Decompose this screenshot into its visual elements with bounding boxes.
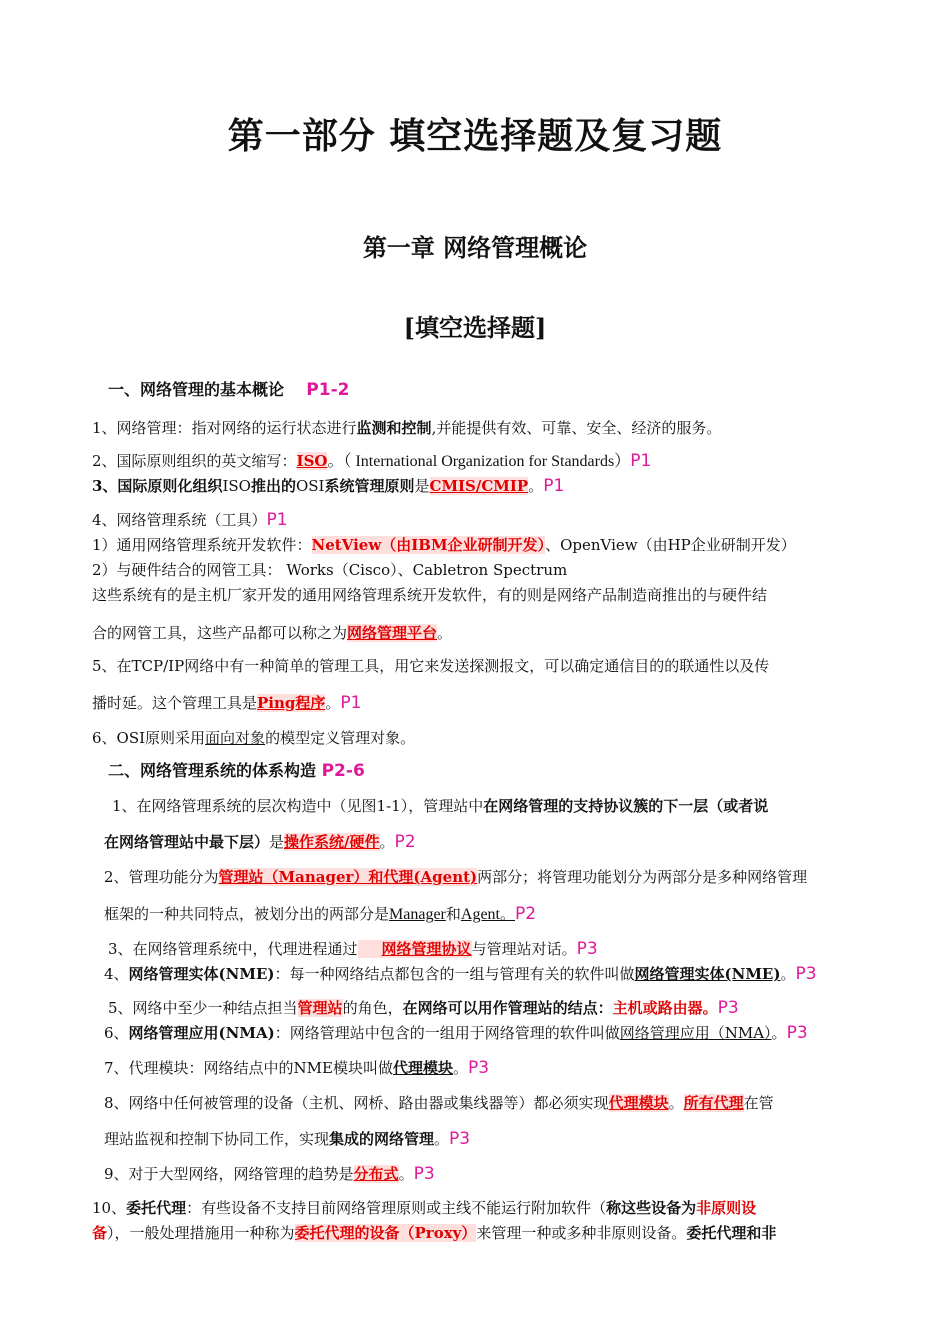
answer: CMIS/CMIP xyxy=(429,477,529,495)
text: 两部分；将管理功能划分为两部分是多种网络管理 xyxy=(477,868,808,886)
text: 6、OSI原则采用 xyxy=(92,729,206,747)
text: ：网络管理站中包含的一组用于网络管理的软件叫做 xyxy=(274,1024,620,1042)
text: 在网络管理的支持协议簇的下一层（或者说 xyxy=(483,797,769,815)
question-line xyxy=(104,1129,470,1149)
page-ref: P3 xyxy=(413,1164,435,1184)
question-line xyxy=(104,832,416,852)
section-heading-2 xyxy=(108,761,365,781)
question-line xyxy=(108,998,739,1018)
text: 6、 xyxy=(104,1024,129,1042)
text: 是 xyxy=(414,477,430,495)
answer: 操作系统/硬件 xyxy=(284,833,380,851)
question-line xyxy=(92,476,564,496)
section-heading-1 xyxy=(108,380,349,400)
answer: 委托代理的设备（Proxy） xyxy=(294,1224,477,1242)
answer: Agent xyxy=(460,906,500,923)
page-ref: P3 xyxy=(795,964,817,984)
text: ：有些设备不支持目前网络管理原则或主线不能运行附加软件（ xyxy=(186,1199,607,1217)
text: 的模型定义管理对象。 xyxy=(265,729,416,747)
text: 1、网络管理：指对网络的运行状态进行 xyxy=(92,419,357,437)
answer: 所有代理 xyxy=(683,1094,744,1112)
text: 3、在网络管理系统中，代理进程通过 xyxy=(108,940,358,958)
answer: 管理站（Manager）和代理(Agent) xyxy=(218,868,478,886)
text: 是 xyxy=(269,833,285,851)
text: 。 xyxy=(780,965,796,983)
text: 4、网络管理系统（工具） xyxy=(92,511,267,529)
page-ref: P1-2 xyxy=(306,380,350,400)
question-line xyxy=(112,796,768,816)
text: 。 xyxy=(668,1094,684,1112)
section-heading-text: 一、网络管理的基本概论 xyxy=(108,380,285,399)
text: 7、代理模块：网络结点中的NME模块叫做 xyxy=(104,1059,393,1077)
question-line xyxy=(108,939,598,959)
answer: 代理模块 xyxy=(392,1059,453,1077)
text: 委托代理和非 xyxy=(686,1224,777,1242)
page-ref: P3 xyxy=(576,939,598,959)
text: 合的网管工具，这些产品都可以称之为 xyxy=(92,624,348,642)
text: 。 xyxy=(325,694,341,712)
question-line xyxy=(104,904,536,925)
text: 。 xyxy=(379,833,395,851)
text: 1）通用网络管理系统开发软件： xyxy=(92,536,312,554)
text: 的角色， xyxy=(342,999,403,1017)
text: 。（ International Organization for Standards） xyxy=(327,453,631,470)
answer: 代理模块 xyxy=(608,1094,669,1112)
question-line xyxy=(92,656,769,676)
text: OSI xyxy=(295,477,325,495)
question-line xyxy=(92,535,796,555)
text: 网络管理应用(NMA) xyxy=(128,1024,275,1042)
question-line xyxy=(92,623,452,643)
question-line xyxy=(92,510,288,530)
answer: Manager xyxy=(389,906,446,923)
text: 委托代理 xyxy=(126,1199,187,1217)
text: 在网络可以用作管理站的结点： xyxy=(402,999,613,1017)
answer: 网络管理实体(NME) xyxy=(634,965,781,983)
question-line xyxy=(92,728,415,748)
answer: 非原则设 xyxy=(696,1199,757,1217)
question-line xyxy=(92,451,651,472)
page-ref: P1 xyxy=(266,510,288,530)
answer: 网络管理应用（NMA） xyxy=(619,1024,772,1042)
answer: 管理站 xyxy=(297,999,343,1017)
text: 5、在TCP/IP网络中有一种简单的管理工具，用它来发送探测报文，可以确定通信目的的联通性以及传 xyxy=(92,657,770,675)
answer: 主机或路由器 xyxy=(612,999,703,1017)
text: 5、网络中至少一种结点担当 xyxy=(108,999,298,1017)
question-line xyxy=(92,1223,776,1243)
answer: 面向对象 xyxy=(205,729,266,747)
page-ref: P2-6 xyxy=(321,761,365,781)
page-ref: P2 xyxy=(515,904,537,924)
question-line xyxy=(92,585,767,605)
answer: 监测和控制 xyxy=(356,419,432,437)
question-line xyxy=(92,560,567,580)
question-line xyxy=(104,1023,808,1043)
text: 框架的一种共同特点，被划分出的两部分是 xyxy=(104,905,390,923)
question-line xyxy=(104,1058,489,1078)
text: 3、国际原则化组织 xyxy=(92,477,223,495)
text: 和 xyxy=(445,905,461,923)
question-line xyxy=(104,867,807,887)
question-line xyxy=(104,964,817,984)
answer: 备 xyxy=(92,1224,108,1242)
text: 9、对于大型网络，网络管理的趋势是 xyxy=(104,1165,354,1183)
text: 。 xyxy=(434,1130,450,1148)
text: 2、管理功能分为 xyxy=(104,868,219,886)
text: ,并能提供有效、可靠、安全、经济的服务。 xyxy=(431,419,722,437)
answer: 网络管理平台 xyxy=(347,624,438,642)
text: 推出的 xyxy=(250,477,296,495)
page-ref: P3 xyxy=(717,998,739,1018)
answer: 分布式 xyxy=(353,1165,399,1183)
page-ref: P1 xyxy=(630,451,652,471)
text: 。 xyxy=(528,477,544,495)
answer: NetView（由IBM企业研制开发） xyxy=(311,536,546,554)
answer: 集成的网络管理 xyxy=(329,1130,435,1148)
text: 。 xyxy=(771,1024,787,1042)
part-title: 第一部分 填空选择题及复习题 xyxy=(227,115,723,157)
page-ref: P1 xyxy=(340,693,362,713)
text: 这些系统有的是主机厂家开发的通用网络管理系统开发软件，有的则是网络产品制造商推出的与硬件结 xyxy=(92,586,768,604)
question-line xyxy=(92,1198,756,1218)
question-line xyxy=(104,1093,774,1113)
text: 10、 xyxy=(92,1199,127,1217)
text: 、OpenView（由HP企业研制开发） xyxy=(545,536,796,554)
text: ），一般处理措施用一种称为 xyxy=(107,1224,295,1242)
page-ref: P3 xyxy=(786,1023,808,1043)
page-ref: P3 xyxy=(468,1058,490,1078)
page-ref: P1 xyxy=(543,476,565,496)
page-ref: P3 xyxy=(449,1129,471,1149)
answer: 网络管理协议 xyxy=(358,940,472,958)
text: 来管理一种或多种非原则设备。 xyxy=(476,1224,687,1242)
question-line xyxy=(92,418,721,438)
text: 在管 xyxy=(743,1094,774,1112)
text: 与管理站对话。 xyxy=(471,940,577,958)
text: 在网络管理站中最下层） xyxy=(104,833,270,851)
answer: ISO xyxy=(296,452,328,470)
question-line xyxy=(104,1164,435,1184)
text: 称这些设备为 xyxy=(606,1199,697,1217)
section-heading-text: 二、网络管理系统的体系构造 xyxy=(108,761,317,780)
text: 4、 xyxy=(104,965,129,983)
text: 播时延。这个管理工具是 xyxy=(92,694,258,712)
question-line xyxy=(92,693,361,713)
answer: Ping程序 xyxy=(257,694,326,712)
text: 。 xyxy=(453,1059,469,1077)
chapter-title: 第一章 网络管理概论 xyxy=(362,233,588,262)
text: 。 xyxy=(398,1165,414,1183)
page-ref: P2 xyxy=(394,832,416,852)
text: 。 xyxy=(437,624,453,642)
text: 2、国际原则组织的英文缩写： xyxy=(92,452,297,470)
text: 1、在网络管理系统的层次构造中（见图1-1），管理站中 xyxy=(112,797,484,815)
text: 8、网络中任何被管理的设备（主机、网桥、路由器或集线器等）都必须实现 xyxy=(104,1094,609,1112)
text: 理站监视和控制下协同工作，实现 xyxy=(104,1130,330,1148)
section-subtitle: [填空选择题] xyxy=(403,313,547,342)
text: 2）与硬件结合的网管工具： Works（Cisco）、Cabletron Spectrum xyxy=(92,561,568,579)
text: 。 xyxy=(500,905,516,923)
text: 系统管理原则 xyxy=(324,477,415,495)
text: 。 xyxy=(702,999,718,1017)
text: ISO xyxy=(222,477,251,495)
text: 网络管理实体(NME) xyxy=(128,965,275,983)
text: ：每一种网络结点都包含的一组与管理有关的软件叫做 xyxy=(274,965,635,983)
